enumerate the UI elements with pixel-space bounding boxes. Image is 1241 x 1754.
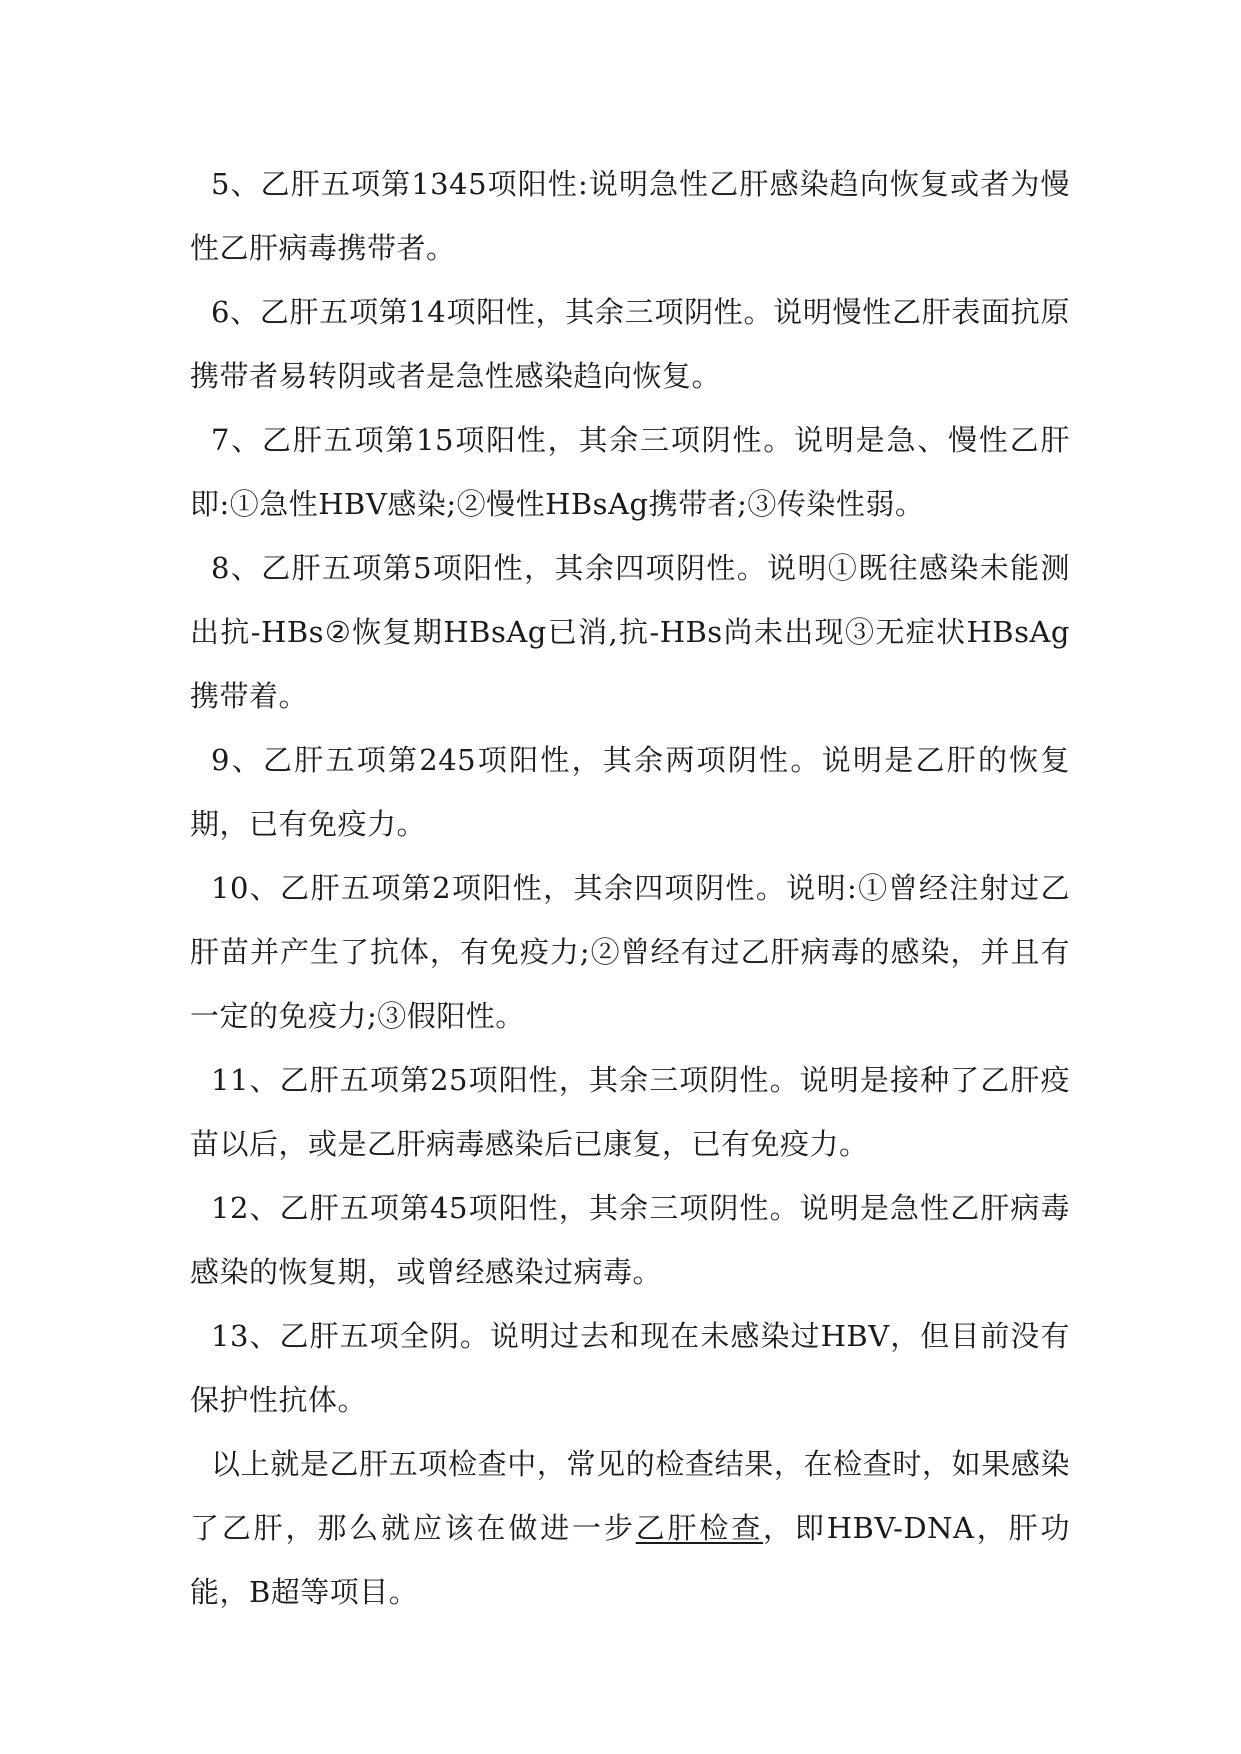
paragraph-item-5: 5、乙肝五项第1345项阳性:说明急性乙肝感染趋向恢复或者为慢性乙肝病毒携带者。 [190, 167, 1070, 265]
closing-paragraph [190, 1432, 1070, 1624]
paragraph-item-7: 7、乙肝五项第15项阳性，其余三项阴性。说明是急、慢性乙肝即:①急性HBV感染;②慢性HBsAg携带者;③传染性弱。 [190, 423, 1070, 521]
paragraph-item-11: 11、乙肝五项第25项阳性，其余三项阴性。说明是接种了乙肝疫苗以后，或是乙肝病毒感染后已康复，已有免疫力。 [190, 1063, 1070, 1161]
paragraph-item-9: 9、乙肝五项第245项阳性，其余两项阴性。说明是乙肝的恢复期，已有免疫力。 [190, 743, 1070, 841]
paragraph-item-12: 12、乙肝五项第45项阳性，其余三项阴性。说明是急性乙肝病毒感染的恢复期，或曾经感染过病毒。 [190, 1191, 1070, 1289]
paragraph-item-6: 6、乙肝五项第14项阳性，其余三项阴性。说明慢性乙肝表面抗原携带者易转阴或者是急性感染趋向恢复。 [190, 295, 1070, 393]
paragraph-item-8: 8、乙肝五项第5项阳性，其余四项阴性。说明①既往感染未能测出抗-HBs②恢复期HBsAg已消,抗-HBs尚未出现③无症状HBsAg携带着。 [190, 551, 1070, 713]
paragraph-item-13: 13、乙肝五项全阴。说明过去和现在未感染过HBV，但目前没有保护性抗体。 [190, 1319, 1070, 1417]
closing-text-after: ，即HBV-DNA，肝功能，B超等项目。 [190, 1511, 1070, 1609]
paragraph-item-10: 10、乙肝五项第2项阳性，其余四项阴性。说明:①曾经注射过乙肝苗并产生了抗体，有免疫力;②曾经有过乙肝病毒的感染，并且有一定的免疫力;③假阳性。 [190, 871, 1070, 1033]
document-body [190, 152, 1070, 1624]
hepatitis-test-link[interactable]: 乙肝检查 [635, 1511, 764, 1545]
closing-text-before: 以上就是乙肝五项检查中，常见的检查结果，在检查时，如果感染了乙肝，那么就应该在做进一步 [190, 1447, 1070, 1545]
